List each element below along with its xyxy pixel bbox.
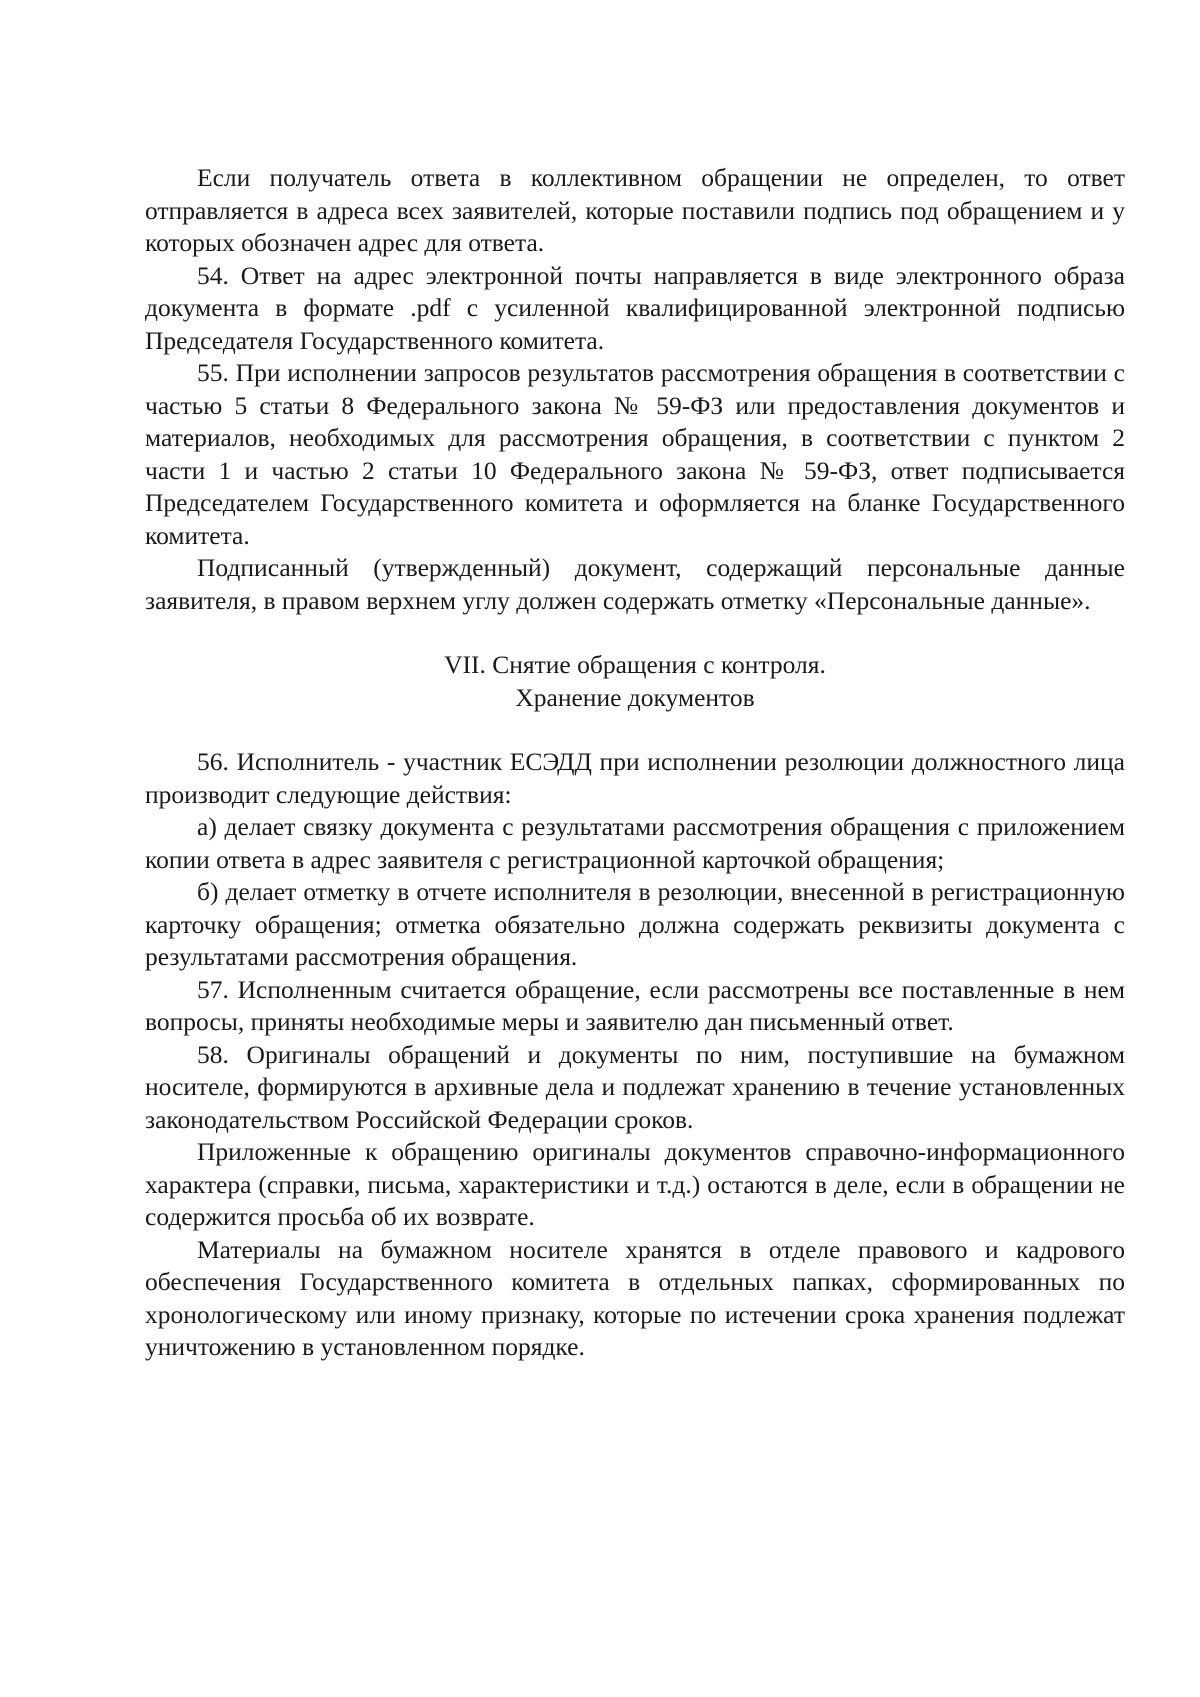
paragraph-attached-originals: Приложенные к обращению оригиналы документов справочно-информационного характера (справки, письма, характеристики и т.д.) остаются в деле, если в обращении не содержится просьба об их возврате. [145, 1137, 1125, 1231]
paragraph-paper-materials: Материалы на бумажном носителе хранятся в отделе правового и кадрового обеспечения Государственного комитета в отдельных папках, сформированных по хронологическому или иному признаку, которые по истечении срока хранения подлежат уничтожению в установленном порядке. [145, 1234, 1125, 1361]
section-heading-line-1: VII. Снятие обращения с контроля. [444, 650, 826, 679]
paragraph-55: 55. При исполнении запросов результатов рассмотрения обращения в соответствии с частью 5 статьи 8 Федерального закона № 59-ФЗ или предоставления документов и материалов, необходимых для рассмотрения обращения, в соответствии с пунктом 2 части 1 и частью 2 статьи 10 Федерального закона № 59-ФЗ, ответ подписывается Председателем Государственного комитета и оформляется на бланке Государственного комитета. [145, 358, 1125, 550]
paragraph-56: 56. Исполнитель - участник ЕСЭДД при исполнении резолюции должностного лица производит следующие действия: [145, 747, 1125, 809]
paragraph-57: 57. Исполненным считается обращение, если рассмотрены все поставленные в нем вопросы, приняты необходимые меры и заявителю дан письменный ответ. [145, 974, 1125, 1036]
paragraph-collective-recipient: Если получатель ответа в коллективном обращении не определен, то ответ отправляется в адреса всех заявителей, которые поставили подпись под обращением и у которых обозначен адрес для ответа. [145, 163, 1125, 257]
paragraph-56-b: б) делает отметку в отчете исполнителя в резолюции, внесенной в регистрационную карточку обращения; отметка обязательно должна содержать реквизиты документа с результатами рассмотрения обращения. [145, 877, 1125, 971]
paragraph-58: 58. Оригиналы обращений и документы по ним, поступившие на бумажном носителе, формируются в архивные дела и подлежат хранению в течение установленных законодательством Российской Федерации сроков. [145, 1039, 1125, 1134]
paragraph-personal-data: Подписанный (утвержденный) документ, содержащий персональные данные заявителя, в правом верхнем углу должен содержать отметку «Персональные данные». [145, 553, 1125, 615]
section-heading-line-2: Хранение документов [515, 682, 755, 712]
section-heading [145, 649, 1125, 714]
paragraph-56-a: а) делает связку документа с результатами рассмотрения обращения с приложением копии ответа в адрес заявителя с регистрационной карточкой обращения; [145, 812, 1125, 874]
paragraph-54: 54. Ответ на адрес электронной почты направляется в виде электронного образа документа в формате .pdf с усиленной квалифицированной электронной подписью Председателя Государственного комитета. [145, 260, 1125, 355]
